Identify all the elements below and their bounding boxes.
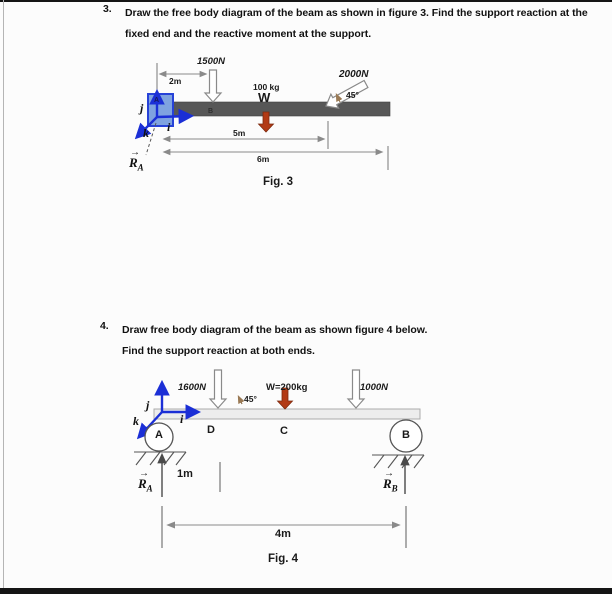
- problem-4-line2: Find the support reaction at both ends.: [122, 345, 315, 357]
- fig4-dim-1m-label: 1m: [177, 468, 193, 480]
- fig4-axis-i-label: i: [180, 412, 184, 426]
- fig3-caption: Fig. 3: [263, 176, 294, 188]
- fig4-support-b-label: B: [402, 429, 410, 441]
- fig3-point-b-label: B: [208, 108, 214, 115]
- fig4-reaction-b-label: [383, 468, 398, 494]
- fig4-ground-a: [134, 452, 186, 465]
- fig3-reaction-a-vector-arrow: →: [130, 147, 140, 158]
- bottom-border-rule: [0, 588, 612, 594]
- fig4-reaction-a-label: [138, 468, 153, 494]
- fig3-reaction-a-label: [129, 147, 144, 173]
- fig4-axis-j-label: j: [146, 398, 150, 412]
- fig3-angle-label: 45°: [346, 90, 359, 100]
- fig4-axis-k-label: k: [133, 414, 139, 428]
- fig4-force-1600-label: 1600N: [178, 382, 206, 393]
- fig3-weight-label: W: [258, 90, 271, 105]
- fig3-reaction-a-base: R: [129, 155, 138, 170]
- fig3-dim-2m-label: 2m: [169, 76, 182, 86]
- fig4-weight-label: W=200kg: [266, 382, 308, 393]
- fig4-reaction-a-vector-arrow: →: [139, 468, 149, 479]
- fig3-beam: [152, 102, 390, 116]
- fig3-dim-6m-label: 6m: [257, 154, 270, 164]
- fig3-force-1500-label: 1500N: [197, 56, 225, 67]
- fig4-point-c-label: C: [280, 425, 288, 437]
- fig4-beam: [154, 409, 420, 419]
- fig3-axis-i-label: i: [167, 120, 171, 134]
- fig4-reaction-a-base: R: [138, 476, 147, 491]
- fig4-reaction-b-base: R: [383, 476, 392, 491]
- fig3-reaction-a-sub: A: [137, 162, 144, 173]
- fig4-point-d-label: D: [207, 424, 215, 436]
- fig3-point-a-label: A: [154, 97, 160, 104]
- fig4-support-a-label: A: [155, 429, 163, 441]
- fig3-axis-j-label: j: [140, 101, 144, 115]
- problem-3-line2: fixed end and the reactive moment at the support.: [125, 28, 372, 40]
- fig3-mass-label: 100 kg: [253, 82, 280, 92]
- fig3-axis-i-arrow: [157, 116, 191, 117]
- fig3-dim-5m-label: 5m: [233, 128, 246, 138]
- problem-3-line1: Draw the free body diagram of the beam as shown in figure 3. Find the support reaction at the: [125, 7, 588, 19]
- fig4-reaction-b-sub: B: [391, 483, 398, 494]
- fig3-force-2000-label: 2000N: [339, 69, 369, 80]
- fig4-reaction-b-vector-arrow: →: [384, 468, 394, 479]
- fig4-angle-45-mark: [239, 397, 243, 405]
- problem-4-number: 4.: [100, 320, 109, 332]
- fig4-dim-4m-label: 4m: [275, 528, 291, 540]
- fig4-ground-b: [372, 455, 424, 468]
- problem-4-line1: Draw free body diagram of the beam as shown figure 4 below.: [122, 324, 428, 336]
- fig4-angle-label: 45°: [244, 394, 257, 404]
- fig4-force-1000-label: 1000N: [360, 382, 388, 393]
- figure-4-graphics: [134, 370, 424, 548]
- fig3-force-1500-arrow: [205, 70, 221, 102]
- problem-3-number: 3.: [103, 3, 112, 15]
- fig4-reaction-a-sub: A: [146, 483, 153, 494]
- fig4-force-1600-arrow: [210, 370, 226, 408]
- fig3-axis-k-label: k: [143, 126, 149, 140]
- fig4-caption: Fig. 4: [268, 553, 299, 565]
